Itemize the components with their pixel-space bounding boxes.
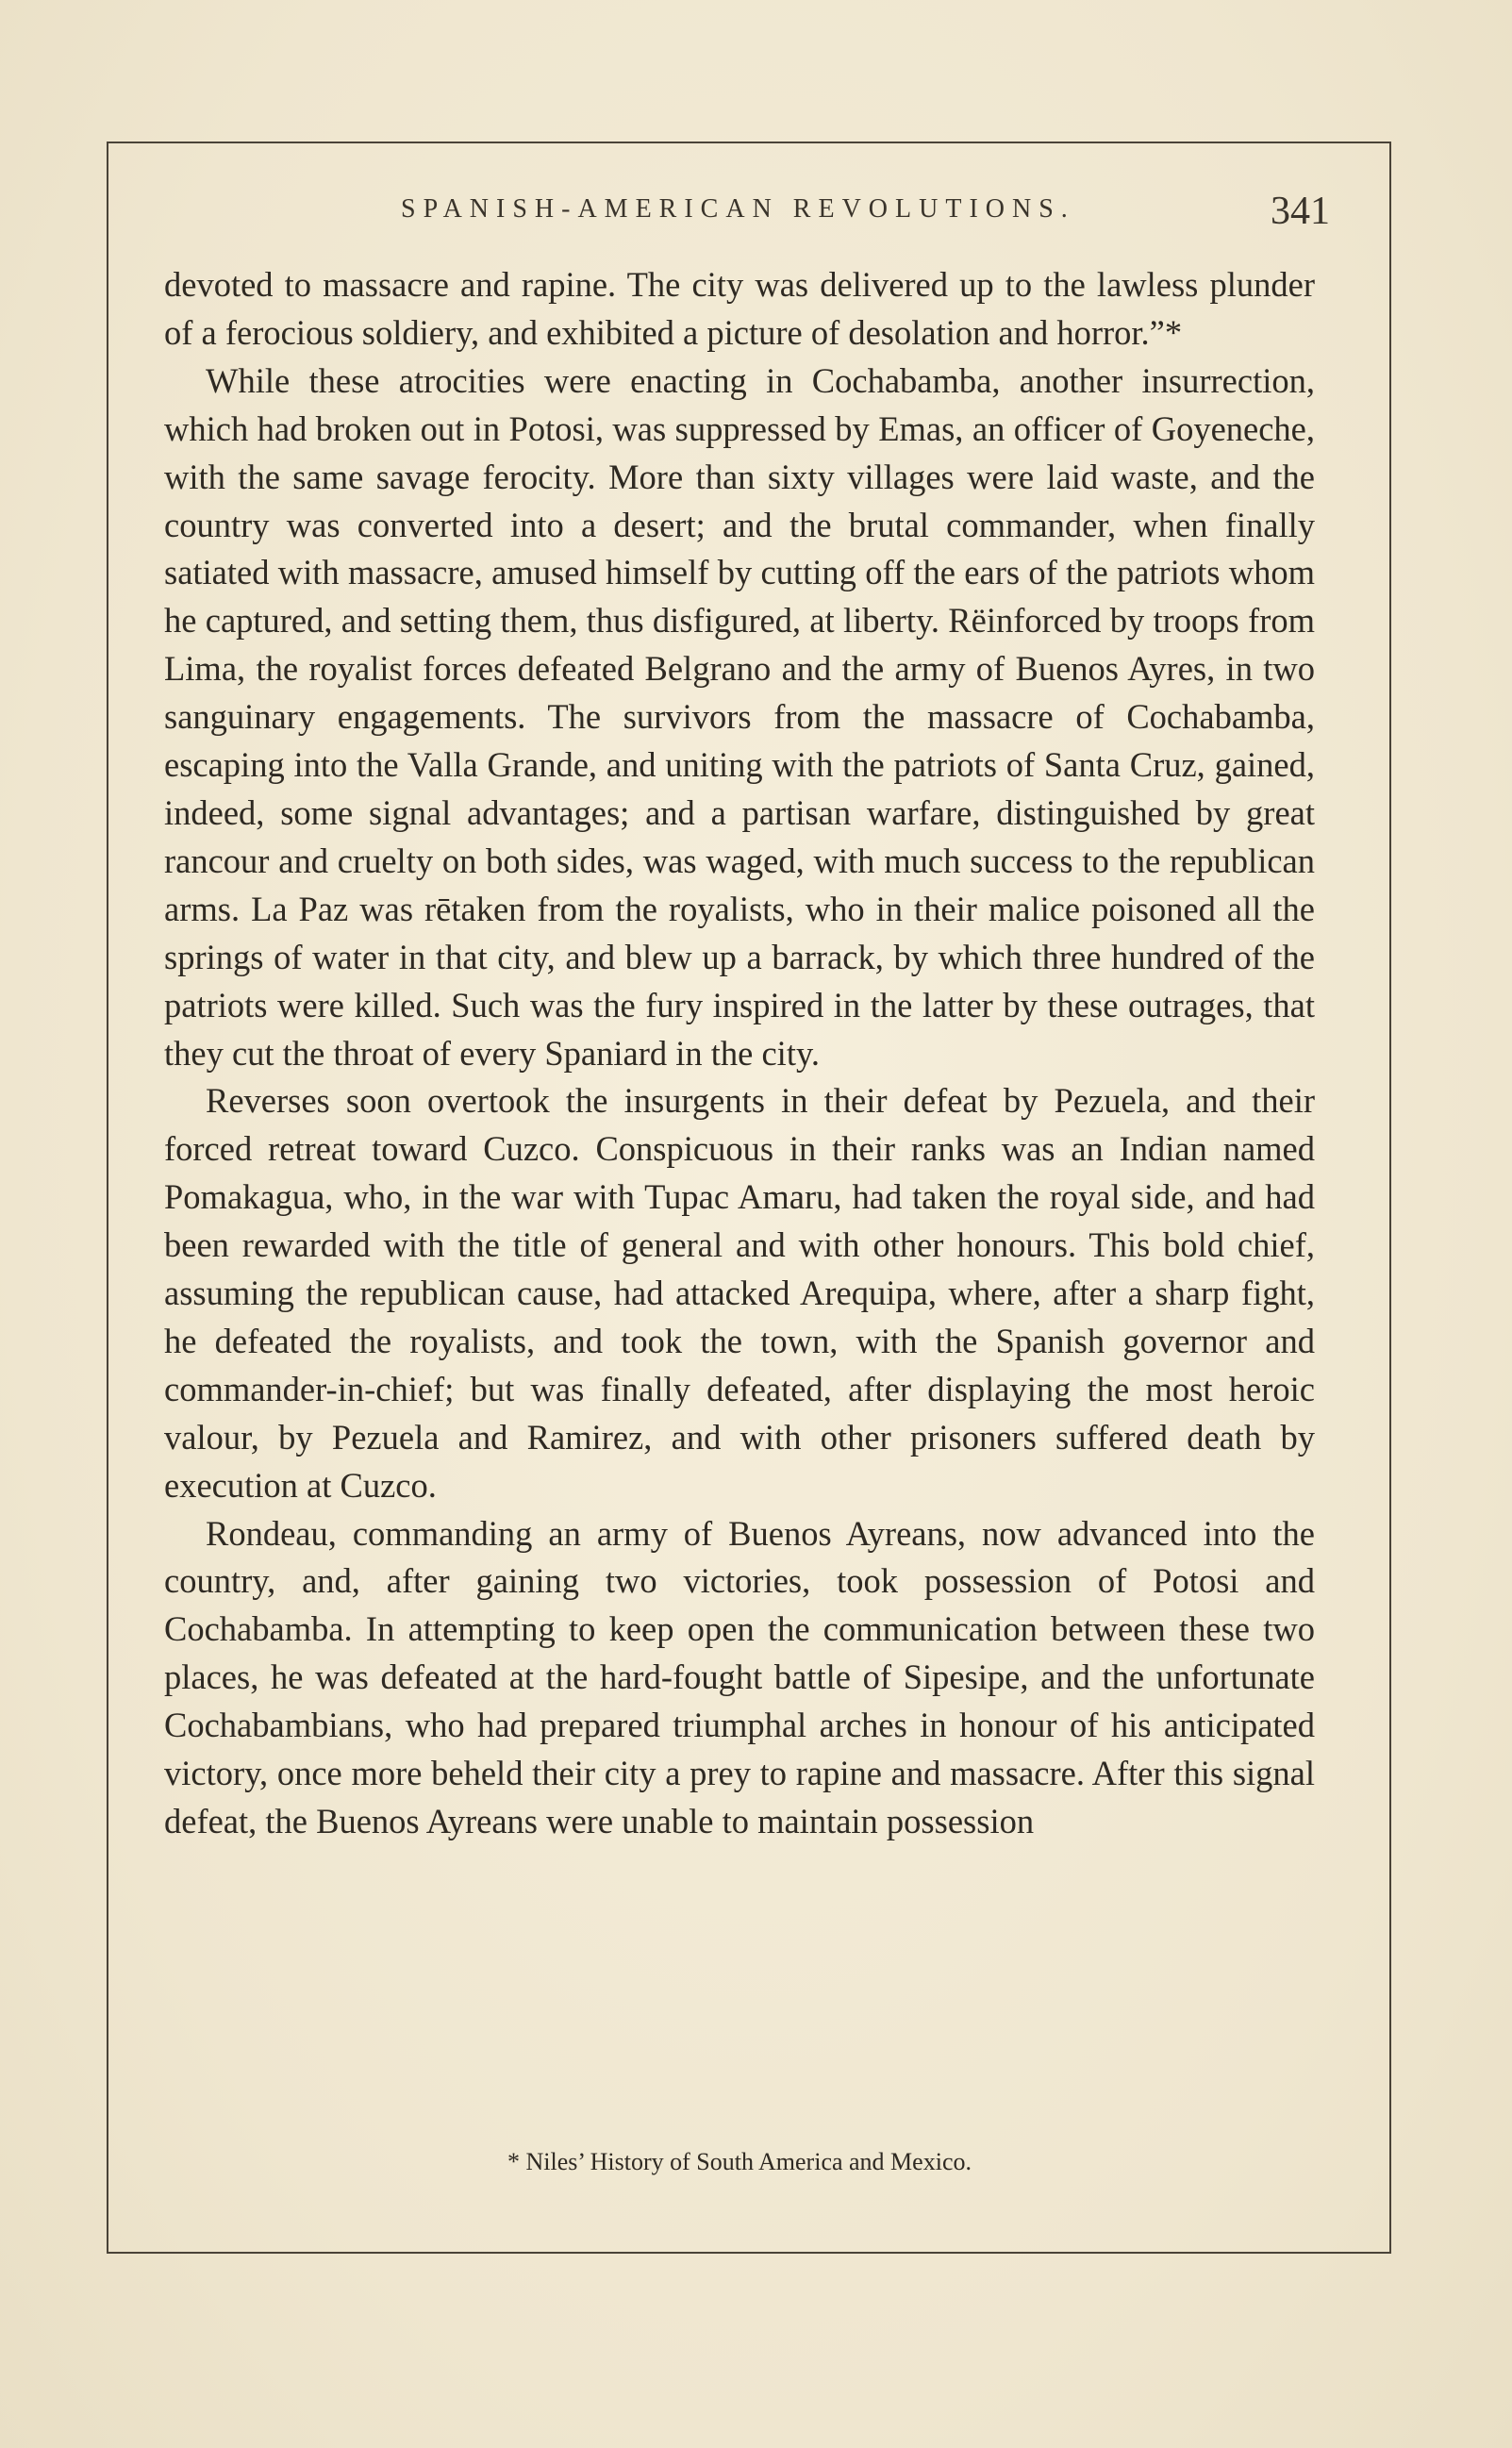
- running-head: SPANISH-AMERICAN REVOLUTIONS.: [401, 194, 1075, 224]
- page-header: [160, 189, 1330, 245]
- paragraph: Reverses soon overtook the insurgents in their defeat by Pezuela, and their forced retreat toward Cuzco. Conspicuous in their ranks was an Indian named Pomakagua, who, in the war with Tupac Amaru, had taken the royal side, and had been rewarded with the title of general and with other honours. This bold chief, assuming the republican cause, had attacked Arequipa, where, after a sharp fight, he defeated the royalists, and took the town, with the Spanish governor and commander-in-chief; but was finally defeated, after displaying the most heroic valour, by Pezuela and Ramirez, and with other prisoners suffered death by execution at Cuzco.: [164, 1081, 1315, 1505]
- page-number: 341: [1271, 190, 1330, 233]
- footnote: * Niles’ History of South America and Mexico.: [507, 2148, 972, 2175]
- paragraph-continued: devoted to massacre and rapine. The city was delivered up to the lawless plunder of a ferocious soldiery, and exhibited a picture of desolation and horror.”*: [164, 265, 1315, 352]
- paragraph: While these atrocities were enacting in Cochabamba, another insurrection, which had broken out in Potosi, was suppressed by Emas, an officer of Goyeneche, with the same savage ferocity. More than sixty villages were laid waste, and the country was converted into a desert; and the brutal commander, when finally satiated with massacre, amused himself by cutting off the ears of the patriots whom he captured, and setting them, thus disfigured, at liberty. Rëinforced by troops from Lima, the royalist forces defeated Belgrano and the army of Buenos Ayres, in two sanguinary engagements. The survivors from the massacre of Cochabamba, escaping into the Valla Grande, and uniting with the patriots of Santa Cruz, gained, indeed, some signal advantages; and a partisan warfare, distinguished by great rancour and cruelty on both sides, was waged, with much success to the republican arms. La Paz was rētaken from the royalists, who in their malice poisoned all the springs of water in that city, and blew up a barrack, by which three hundred of the patriots were killed. Such was the fury inspired in the latter by these outrages, that they cut the throat of every Spaniard in the city.: [164, 360, 1315, 1073]
- body-text: [164, 261, 1315, 1846]
- paragraph: Rondeau, commanding an army of Buenos Ayreans, now advanced into the country, and, after gaining two victories, took possession of Potosi and Cochabamba. In attempting to keep open the communication between these two places, he was defeated at the hard-fought battle of Sipesipe, and the unfortunate Cochabambians, who had prepared triumphal arches in honour of his anticipated victory, once more beheld their city a prey to rapine and massacre. After this signal defeat, the Buenos Ayreans were unable to maintain possession: [164, 1513, 1315, 1840]
